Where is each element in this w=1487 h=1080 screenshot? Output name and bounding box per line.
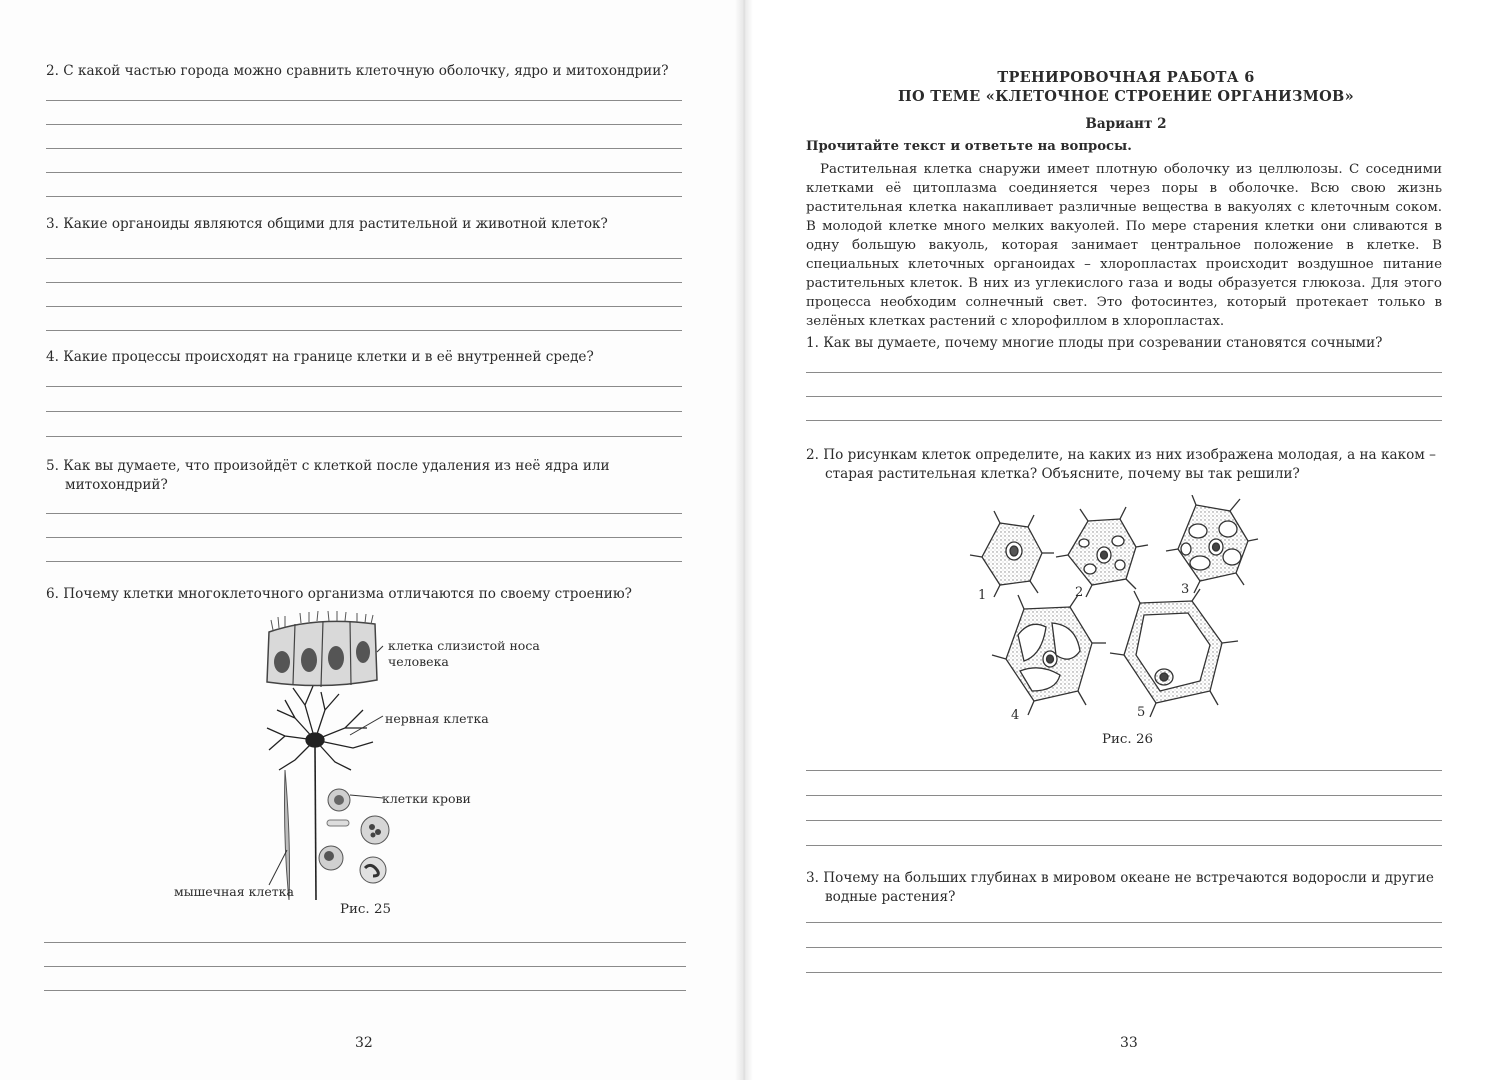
answer-line[interactable] [806,795,1442,796]
answer-line[interactable] [44,966,686,967]
label-nasal-cell: клетка слизистой носа человека [388,638,540,669]
answer-line[interactable] [46,306,682,307]
figure-26-plant-cells [960,495,1260,725]
plant-cell-4 [992,595,1106,715]
plant-cell-3 [1166,495,1258,593]
nerve-cell-illustration [267,686,373,900]
answer-line[interactable] [806,947,1442,948]
answer-line[interactable] [46,124,682,125]
cell-number-1: 1 [978,588,987,603]
question-1-right: 1. Как вы думаете, почему многие плоды при созревании становятся сочными? [806,335,1383,351]
left-page [0,0,743,1080]
answer-line[interactable] [46,196,682,197]
answer-line[interactable] [806,820,1442,821]
answer-line[interactable] [46,148,682,149]
question-5-left: 5. Как вы думаете, что произойдёт с клеткой после удаления из неё ядра или митохондрий? [46,458,610,493]
question-6-left: 6. Почему клетки многоклеточного организма отличаются по своему строению? [46,586,632,602]
cell-number-2: 2 [1075,585,1084,600]
answer-line[interactable] [46,386,682,387]
answer-line[interactable] [44,990,686,991]
answer-line[interactable] [806,420,1442,421]
answer-line[interactable] [46,330,682,331]
nasal-epithelium-illustration [267,611,377,687]
worksheet-title: ТРЕНИРОВОЧНАЯ РАБОТА 6 [997,69,1255,86]
plant-cell-2 [1056,507,1148,597]
label-nerve-cell: нервная клетка [385,711,489,726]
answer-line[interactable] [806,922,1442,923]
answer-line[interactable] [46,561,682,562]
answer-line[interactable] [806,396,1442,397]
question-2-right: 2. По рисункам клеток определите, на каких из них изображена молодая, а на каком – старая растительная клетка? Объясните, почему вы так решили? [806,447,1436,482]
page-number-right: 33 [1120,1035,1138,1051]
instruction-text: Прочитайте текст и ответьте на вопросы. [806,139,1132,154]
answer-line[interactable] [46,513,682,514]
question-4-left: 4. Какие процессы происходят на границе клетки и в её внутренней среде? [46,349,594,365]
book-spine [735,0,753,1080]
label-muscle-cell: мышечная клетка [174,884,294,899]
answer-line[interactable] [46,172,682,173]
question-3-left: 3. Какие органоиды являются общими для растительной и животной клеток? [46,216,608,232]
cell-number-5: 5 [1137,705,1146,720]
figure-25-caption: Рис. 25 [340,902,391,917]
question-2-left: 2. С какой частью города можно сравнить клеточную оболочку, ядро и митохондрии? [46,63,669,79]
variant-heading: Вариант 2 [1085,116,1167,132]
answer-line[interactable] [46,411,682,412]
answer-line[interactable] [46,100,682,101]
cell-number-3: 3 [1181,582,1190,597]
answer-line[interactable] [46,258,682,259]
answer-line[interactable] [806,770,1442,771]
answer-line[interactable] [44,942,686,943]
cell-number-4: 4 [1011,708,1020,723]
answer-line[interactable] [46,537,682,538]
answer-line[interactable] [806,972,1442,973]
answer-line[interactable] [46,282,682,283]
plant-cell-5 [1110,589,1238,717]
answer-line[interactable] [46,436,682,437]
label-blood-cells: клетки крови [382,791,471,806]
figure-26-caption: Рис. 26 [1102,732,1153,747]
blood-cells-illustration [319,789,389,883]
reading-paragraph: Растительная клетка снаружи имеет плотную оболочку из целлюлозы. С соседними клетками её цитоплазма соединяется через поры в оболочке. Всю свою жизнь растительная клетка накапливает различные вещества в вакуолях с клеточным соком. В молодой клетке много мелких вакуолей. По мере старения клетки они сливаются в одну большую вакуоль, которая занимает центральное положение в клетке. В специальных клеточных органоидах – хлоропластах происходит воздушное питание растительных клеток. В них из углекислого газа и воды образуется глюкоза. Для этого процесса необходим солнечный свет. Это фотосинтез, который протекает только в зелёных клетках растений с хлорофиллом в хлоропластах. [806,162,1442,329]
muscle-cell-illustration [285,770,290,900]
page-number-left: 32 [355,1035,373,1051]
plant-cell-1 [970,511,1054,597]
answer-line[interactable] [806,845,1442,846]
worksheet-topic: ПО ТЕМЕ «КЛЕТОЧНОЕ СТРОЕНИЕ ОРГАНИЗМОВ» [898,88,1354,105]
question-3-right: 3. Почему на больших глубинах в мировом океане не встречаются водоросли и другие водные растения? [806,870,1434,905]
answer-line[interactable] [806,372,1442,373]
